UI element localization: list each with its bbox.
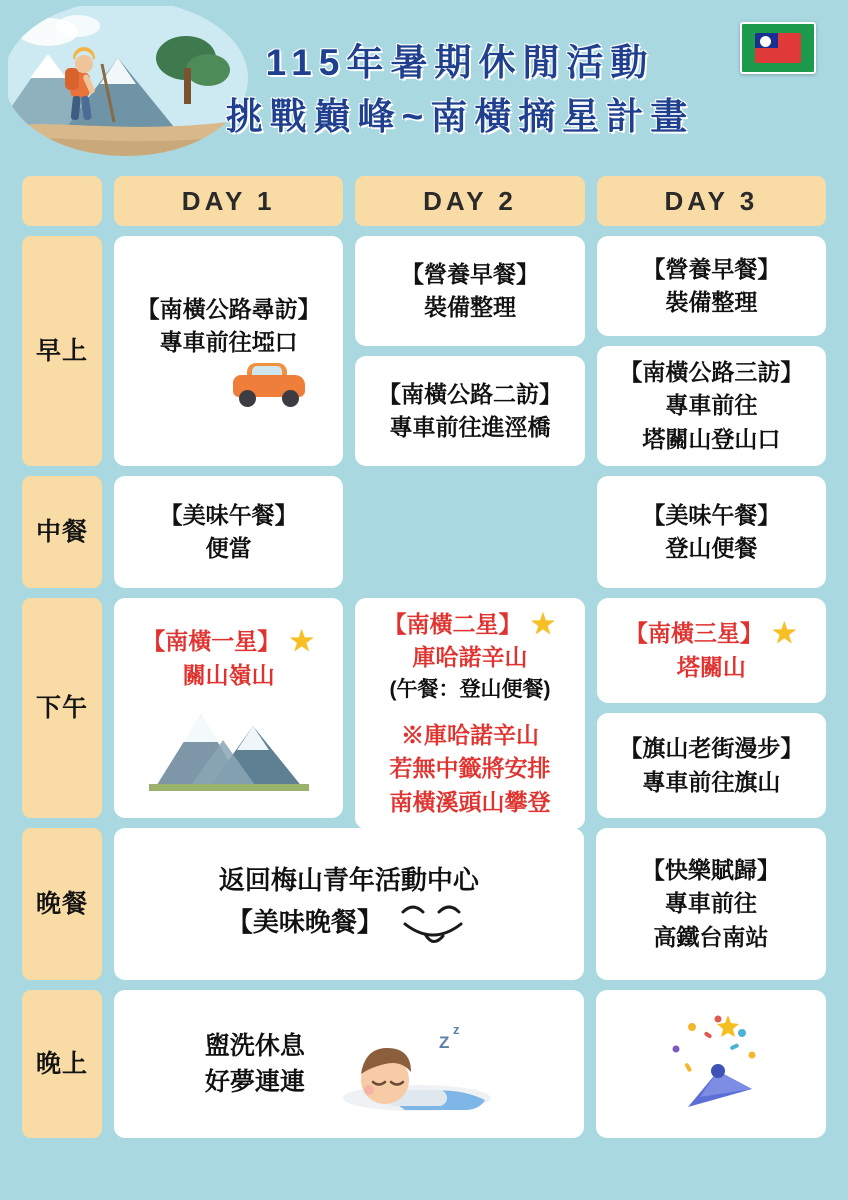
card-line: 若無中籤將安排 [389,755,551,782]
activity-card [114,990,584,1138]
activity-card [597,476,826,588]
cell-lunch-day1 [114,476,343,588]
row-night [0,990,848,1138]
activity-card [114,476,343,588]
card-line: 塔關山 [676,653,746,680]
party-popper-icon [656,1009,766,1119]
card-line: 【南橫公路尋訪】 [136,295,321,322]
row-label-afternoon: 下午 [22,598,102,818]
card-line: 專車前往進涇橋 [389,414,551,440]
cell-dinner-day1-day2-merged [114,828,584,980]
day-header-2: DAY 2 [355,176,584,226]
card-line: 【美味午餐】 [642,501,781,528]
page-header [0,0,848,172]
cell-morning-day2 [355,236,584,466]
card-line: 專車前往 [665,392,758,419]
cell-afternoon-day1 [114,598,343,818]
cell-afternoon-day2 [355,598,584,818]
row-afternoon [0,598,848,818]
cell-night-day3 [596,990,826,1138]
yum-face-icon [395,900,471,946]
title-line-2: 挑戰巔峰~南橫摘星計畫 [225,95,695,137]
star-icon: ★ [529,607,557,641]
activity-card [114,828,584,980]
card-line: 關山嶺山 [182,661,275,688]
cell-morning-day1 [114,236,343,466]
card-line: 塔關山登山口 [642,425,781,452]
activity-card [597,713,826,818]
card-line: 【營養早餐】 [400,260,539,287]
card-line: 專車前往旗山 [642,768,781,795]
page-title [150,36,770,143]
card-line: ※庫哈諾辛山 [400,722,539,749]
card-line: 裝備整理 [423,294,516,320]
row-label-night: 晚上 [22,990,102,1138]
cell-lunch-day3 [597,476,826,588]
card-line: 裝備整理 [665,288,758,315]
card-line: 登山便餐 [665,535,758,561]
card-line: (午餐：登山便餐) [389,677,551,701]
activity-card [355,356,584,466]
activity-card [597,236,826,336]
activity-card [355,236,584,346]
card-line: 【南橫一星】 [142,628,281,655]
row-label-morning: 早上 [22,236,102,466]
card-line: 【南橫二星】 [383,611,522,637]
card-line: 返回梅山青年活動中心 [218,865,479,896]
day-header-3: DAY 3 [597,176,826,226]
cell-dinner-day3 [596,828,826,980]
card-line: 庫哈諾辛山 [412,644,528,671]
activity-card [597,598,826,703]
cell-afternoon-day3 [597,598,826,818]
activity-card [596,990,826,1138]
cell-morning-day3 [597,236,826,466]
car-icon [229,363,309,409]
card-line: 專車前往 [664,890,757,917]
card-line: 好夢連連 [204,1068,305,1096]
activity-card [114,598,343,818]
activity-card [596,828,826,980]
grid-header-row [0,176,848,226]
row-dinner [0,828,848,980]
schedule-grid [0,176,848,1148]
card-line: 【營養早餐】 [642,255,781,282]
cell-night-day1-day2-merged [114,990,584,1138]
star-icon: ★ [770,616,798,650]
day-header-1: DAY 1 [114,176,343,226]
row-label-dinner: 晚餐 [22,828,102,980]
card-line: 【美味晚餐】 [226,907,383,937]
sleeping-child-icon [333,1014,493,1114]
mountain-icon [149,696,309,791]
card-line: 【旗山老街漫步】 [619,735,804,762]
star-icon: ★ [288,624,316,658]
card-line: 專車前往埡口 [159,329,298,355]
activity-card [355,598,584,829]
svg-text:z: z [452,1022,460,1037]
card-line: 【南橫三星】 [624,620,763,647]
svg-text:Z: Z [438,1033,450,1052]
corner-cell [22,176,102,226]
card-line: 南橫溪頭山攀登 [389,788,551,815]
activity-card [114,236,343,466]
card-line: 【美味午餐】 [159,501,298,528]
title-line-1: 115年暑期休閒活動 [265,42,655,83]
cell-lunch-day2-empty [355,476,584,588]
card-line: 【南橫公路三訪】 [619,358,804,385]
row-label-lunch: 中餐 [22,476,102,588]
card-line: 高鐵台南站 [653,923,769,950]
card-line: 【南橫公路二訪】 [377,380,562,407]
row-lunch [0,476,848,588]
roc-flag-badge [740,22,816,74]
row-morning [0,236,848,466]
activity-card [597,346,826,466]
card-line: 【快樂賦歸】 [641,856,780,883]
card-line: 便當 [205,535,252,561]
card-line: 盥洗休息 [204,1031,305,1060]
